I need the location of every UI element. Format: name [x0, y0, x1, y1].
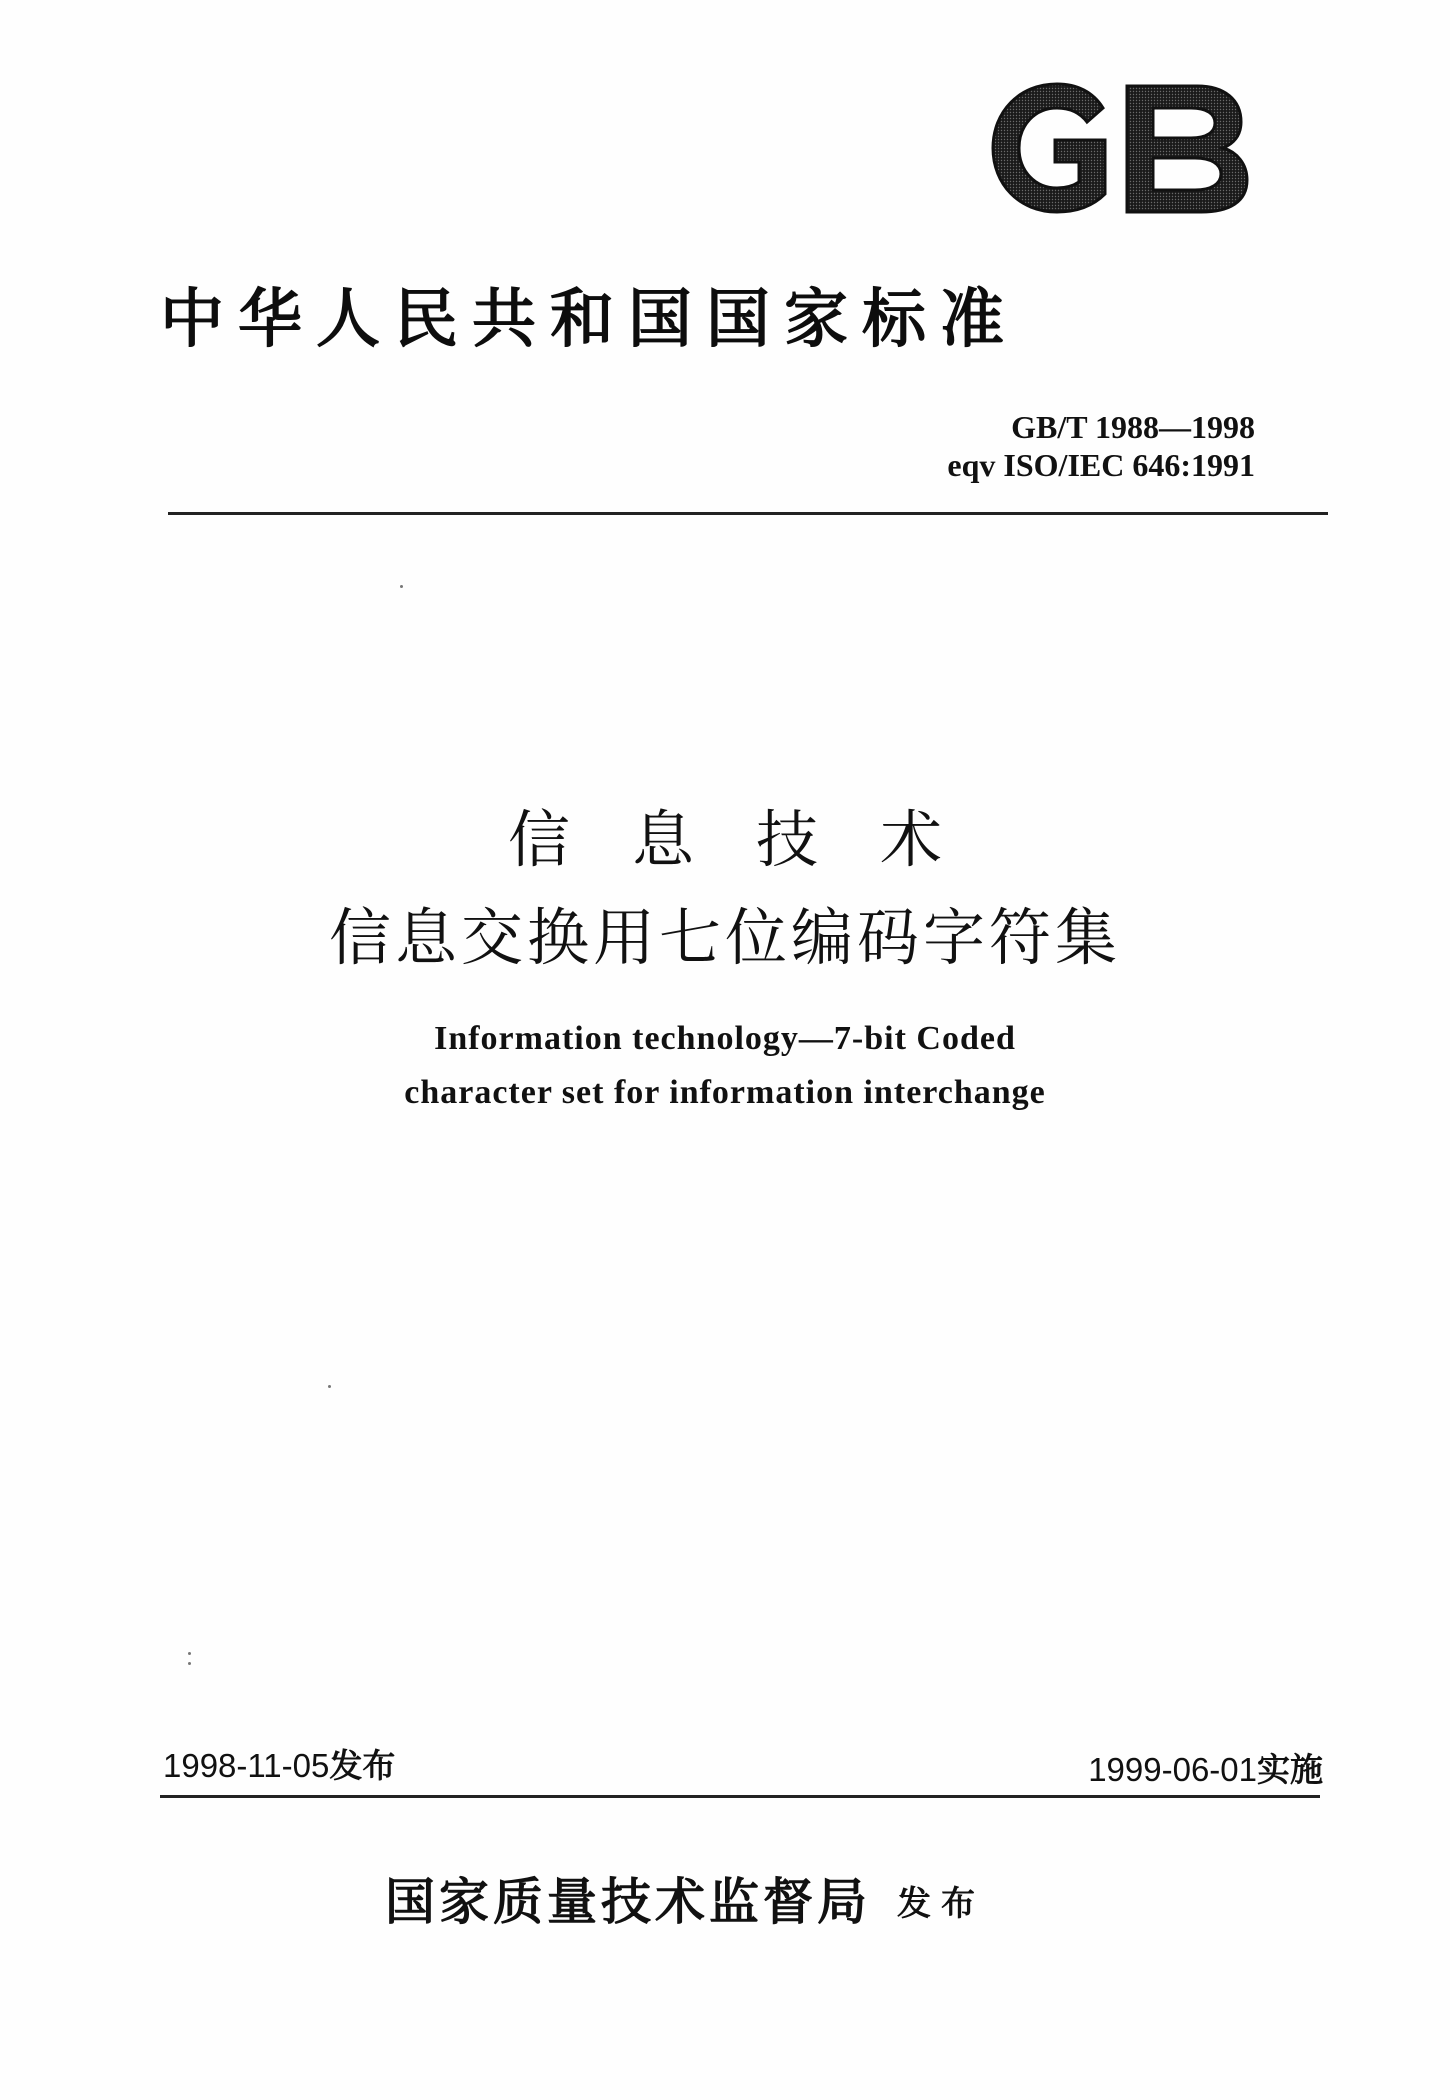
english-title: [0, 1012, 1450, 1120]
scan-speck: [188, 1662, 191, 1665]
standard-number-block: [947, 408, 1255, 484]
scan-speck: [400, 585, 403, 588]
effective-date: 1999-06-01: [1088, 1751, 1257, 1788]
publisher-action: 发布: [897, 1884, 985, 1924]
release-date: 1998-11-05: [163, 1747, 330, 1784]
publisher-name: 国家质量技术监督局: [385, 1872, 871, 1931]
chinese-title-line-1: 信息技术: [507, 803, 1004, 876]
release-date-block: [163, 1740, 395, 1787]
bottom-divider: [160, 1795, 1320, 1798]
date-row: [163, 1740, 1323, 1790]
effective-date-block: [1088, 1744, 1323, 1791]
publisher-line: [385, 1862, 985, 1934]
release-label: 发布: [329, 1746, 396, 1785]
scan-speck: [188, 1652, 191, 1655]
effective-label: 实施: [1257, 1750, 1323, 1789]
chinese-title-line-2: 信息交换用七位编码字符集: [328, 901, 1121, 974]
english-title-line-2: character set for information interchange: [404, 1074, 1046, 1111]
standard-number: GB/T 1988—1998: [1011, 409, 1255, 445]
scan-speck: [328, 1385, 331, 1388]
equivalent-standard: eqv ISO/IEC 646:1991: [947, 447, 1255, 483]
gb-logo-icon: [985, 78, 1250, 218]
top-divider: [168, 512, 1328, 515]
national-standard-title: 中华人民共和国国家标准: [160, 283, 1018, 357]
english-title-line-1: Information technology—7-bit Coded: [434, 1020, 1016, 1057]
